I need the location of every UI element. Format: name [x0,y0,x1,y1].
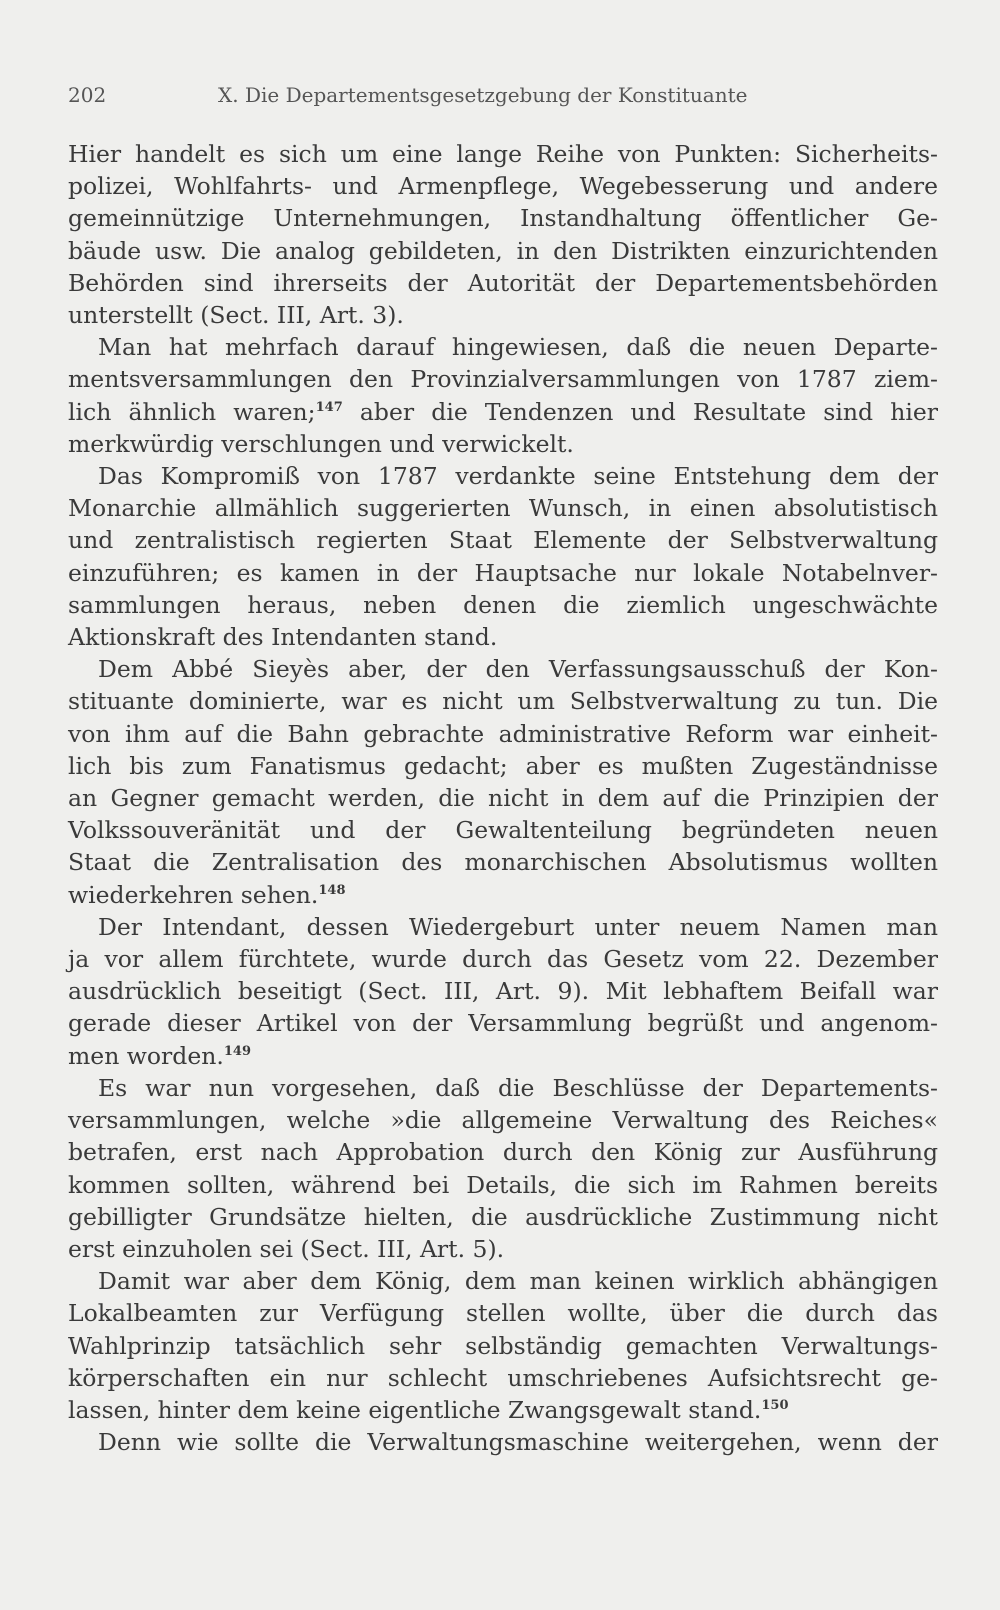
text-line [68,718,938,750]
text-line-content: Es war nun vorgesehen, daß die Beschlüsse der Departements- [98,1073,938,1102]
text-line-content: unterstellt (Sect. III, Art. 3). [68,301,404,330]
text-line-content: Volkssouveränität und der Gewaltenteilung begründeten neuen [68,816,938,845]
text-line-content: Denn wie sollte die Verwaltungsmaschine weitergehen, wenn der [98,1428,938,1457]
footnote-marker: 149 [223,1043,251,1059]
text-line-content: versammlungen, welche »die allgemeine Verwaltung des Reiches« [68,1106,938,1135]
text-line [68,524,938,556]
text-line-content: gebilligter Grundsätze hielten, die ausdrückliche Zustimmung nicht [68,1202,938,1231]
text-line-content: bäude usw. Die analog gebildeten, in den Distrikten einzurichtenden [68,236,938,265]
text-line [68,1394,938,1426]
text-line [68,299,938,331]
text-line [68,975,938,1007]
text-line-content: erst einzuholen sei (Sect. III, Art. 5). [68,1234,505,1263]
text-line [68,653,938,685]
body-text [68,138,938,1458]
text-line-continuation: aber die Tendenzen und Resultate sind hier [342,397,938,426]
text-line [68,814,938,846]
text-line [68,911,938,943]
text-line [68,685,938,717]
text-line-content: gerade dieser Artikel von der Versammlung begrüßt und angenom- [68,1009,938,1038]
text-line [68,363,938,395]
text-line [68,1426,938,1458]
text-line [68,943,938,975]
text-line-content: kommen sollten, während bei Details, die sich im Rahmen bereits [68,1170,938,1199]
text-line-content: ja vor allem fürchtete, wurde durch das Gesetz vom 22. Dezember [68,945,938,974]
text-line-content: Behörden sind ihrerseits der Autorität der Departementsbehörden [68,268,938,297]
footnote-marker: 148 [318,882,346,898]
text-line-content: Damit war aber dem König, dem man keinen wirklich abhängigen [98,1267,938,1296]
text-line-content: lich ähnlich waren; [68,397,316,426]
text-line-content: wiederkehren sehen. [68,880,319,909]
text-line-content: Lokalbeamten zur Verfügung stellen wollte, über die durch das [68,1299,938,1328]
text-line-content: an Gegner gemacht werden, die nicht in dem auf die Prinzipien der [68,784,938,813]
text-line-content: betrafen, erst nach Approbation durch den König zur Ausführung [68,1138,938,1167]
text-line-content: Staat die Zentralisation des monarchischen Absolutismus wollten [68,848,938,877]
text-line-content: einzuführen; es kamen in der Hauptsache nur lokale Notabelnver- [68,558,938,587]
text-line-content: körperschaften ein nur schlecht umschriebenes Aufsichtsrecht ge- [68,1363,938,1392]
text-line [68,782,938,814]
text-line [68,846,938,878]
text-line [68,235,938,267]
text-line-content: Aktionskraft des Intendanten stand. [68,623,498,652]
text-line [68,1169,938,1201]
footnote-marker: 150 [761,1397,789,1413]
page-number: 202 [68,83,107,107]
text-line-content: Hier handelt es sich um eine lange Reihe von Punkten: Sicherheits- [68,140,938,168]
text-line-content: von ihm auf die Bahn gebrachte administrative Reform war einheit- [68,719,938,748]
running-header [68,83,788,107]
text-line [68,1104,938,1136]
text-line-content: Wahlprinzip tatsächlich sehr selbständig gemachten Verwaltungs- [68,1331,938,1360]
text-line-content: Der Intendant, dessen Wiedergeburt unter neuem Namen man [98,912,938,941]
text-line [68,331,938,363]
text-line-content: sammlungen heraus, neben denen die ziemlich ungeschwächte [68,590,938,619]
text-line-content: mentsversammlungen den Provinzialversammlungen von 1787 ziem- [68,365,938,394]
text-line [68,1233,938,1265]
text-line-content: merkwürdig verschlungen und verwickelt. [68,429,574,458]
text-line [68,428,938,460]
text-line-content: gemeinnützige Unternehmungen, Instandhaltung öffentlicher Ge- [68,204,938,233]
text-line [68,1201,938,1233]
text-line [68,1265,938,1297]
text-line [68,1040,938,1072]
text-line-content: stituante dominierte, war es nicht um Selbstverwaltung zu tun. Die [68,687,938,716]
footnote-marker: 147 [315,399,343,415]
text-line [68,170,938,202]
text-line [68,621,938,653]
text-line-content: Das Kompromiß von 1787 verdankte seine Entstehung dem der [98,462,938,491]
running-title: X. Die Departementsgesetzgebung der Konstituante [218,83,748,107]
text-line [68,267,938,299]
text-line [68,492,938,524]
text-line-content: lich bis zum Fanatismus gedacht; aber es mußten Zugeständnisse [68,751,938,780]
text-line-content: Monarchie allmählich suggerierten Wunsch, in einen absolutistisch [68,494,938,523]
text-line [68,557,938,589]
text-line [68,879,938,911]
text-line [68,1007,938,1039]
text-line-content: men worden. [68,1041,224,1070]
text-line-content: Man hat mehrfach darauf hingewiesen, daß die neuen Departe- [98,333,938,362]
text-line-content: lassen, hinter dem keine eigentliche Zwangsgewalt stand. [68,1395,762,1424]
text-line-content: ausdrücklich beseitigt (Sect. III, Art. 9). Mit lebhaftem Beifall war [68,977,938,1006]
text-line [68,1136,938,1168]
text-line [68,1362,938,1394]
text-line [68,138,938,170]
text-line [68,1072,938,1104]
text-line [68,589,938,621]
text-line [68,1330,938,1362]
text-line [68,1297,938,1329]
text-line [68,396,938,428]
text-line-content: und zentralistisch regierten Staat Elemente der Selbstverwaltung [68,526,938,555]
text-line-content: Dem Abbé Sieyès aber, der den Verfassungsausschuß der Kon- [98,655,938,684]
text-line [68,202,938,234]
text-line [68,750,938,782]
text-line [68,460,938,492]
text-line-content: polizei, Wohlfahrts- und Armenpflege, Wegebesserung und andere [68,172,938,201]
